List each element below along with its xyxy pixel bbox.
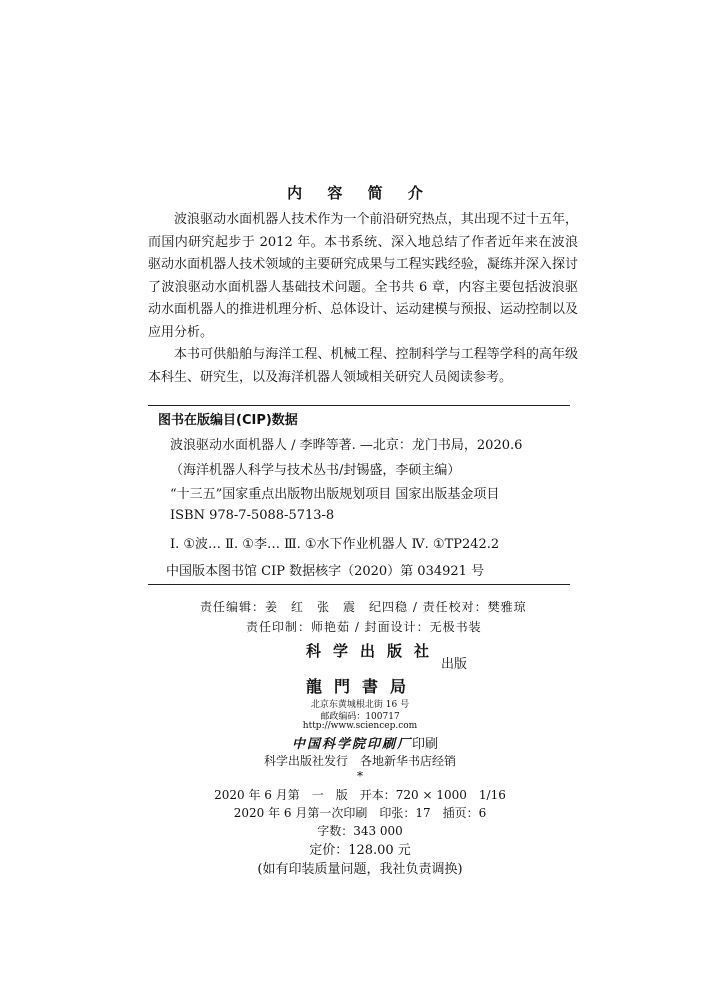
publisher-website: http://www.sciencep.com — [302, 721, 418, 731]
cip-bottom-rule — [148, 584, 570, 585]
price: 定价：128.00 元 — [309, 843, 411, 858]
cip-line: （海洋机器人科学与技术丛书/封锡盛，李硕主编） — [170, 463, 461, 478]
science-press-logo: 科学出版社 — [306, 642, 442, 660]
editor-credits: 责任编辑：姜 红 张 震 纪四稳 / 责任校对：樊雅琼 — [200, 600, 527, 614]
cip-heading: 图书在版编目(CIP)数据 — [158, 413, 298, 428]
production-credits: 责任印制：师艳茹 / 封面设计：无极书装 — [246, 620, 482, 634]
longmen-logo: 龍門書局 — [306, 677, 419, 696]
cip-classification: Ⅰ. ①波… Ⅱ. ①李… Ⅲ. ①水下作业机器人 Ⅳ. ①TP242.2 — [170, 537, 500, 552]
publisher-address: 北京东黄城根北街 16 号 — [310, 700, 410, 710]
cip-line: 波浪驱动水面机器人 / 李晔等著. —北京：龙门书局，2020.6 — [170, 438, 523, 453]
distribution: 科学出版社发行 各地新华书店经销 — [263, 754, 456, 768]
abstract-heading: 内 容 简 介 — [287, 184, 433, 202]
separator-star: * — [357, 769, 363, 783]
publish-suffix: 出版 — [441, 657, 468, 672]
cip-line: “十三五”国家重点出版物出版规划项目 国家出版基金项目 — [170, 487, 500, 502]
word-count: 字数：343 000 — [317, 824, 403, 838]
printer-line — [292, 733, 542, 752]
quality-notice: (如有印装质量问题，我社负责调换) — [257, 862, 463, 877]
abstract-paragraph: 波浪驱动水面机器人技术作为一个前沿研究热点，其出现不过十五年，而国内研究起步于 2012 年。本书系统、深入地总结了作者近年来在波浪驱动水面机器人技术领域的主要研究成果与工程实践经验，凝练并深入探讨了波浪驱动水面机器人基础技术问题。全书共 6 章，内容主要包括波浪驱动水面机器人的推进机理分析、总体设计、运动建模与预报、运动控制以及应用分析。 — [148, 212, 578, 340]
abstract-body — [148, 209, 578, 389]
cip-isbn: ISBN 978-7-5088-5713-8 — [170, 508, 335, 523]
cip-record-number: 中国版本图书馆 CIP 数据核字（2020）第 034921 号 — [166, 564, 485, 579]
cip-top-rule — [148, 405, 570, 406]
publisher-postcode: 邮政编码：100717 — [320, 712, 400, 722]
printer-suffix: 印刷 — [412, 737, 439, 752]
printer-logo: 中国科学院印刷厂 — [292, 737, 413, 752]
edition-info: 2020 年 6 月第 一 版 开本：720 × 1000 1/16 — [214, 788, 506, 802]
publisher-line — [306, 640, 506, 672]
abstract-paragraph: 本书可供船舶与海洋工程、机械工程、控制科学与工程等学科的高年级本科生、研究生，以及海洋机器人领域相关研究人员阅读参考。 — [148, 347, 578, 385]
longmen-logo-line — [306, 674, 506, 697]
printing-info: 2020 年 6 月第一次印刷 印张：17 插页：6 — [233, 806, 487, 820]
